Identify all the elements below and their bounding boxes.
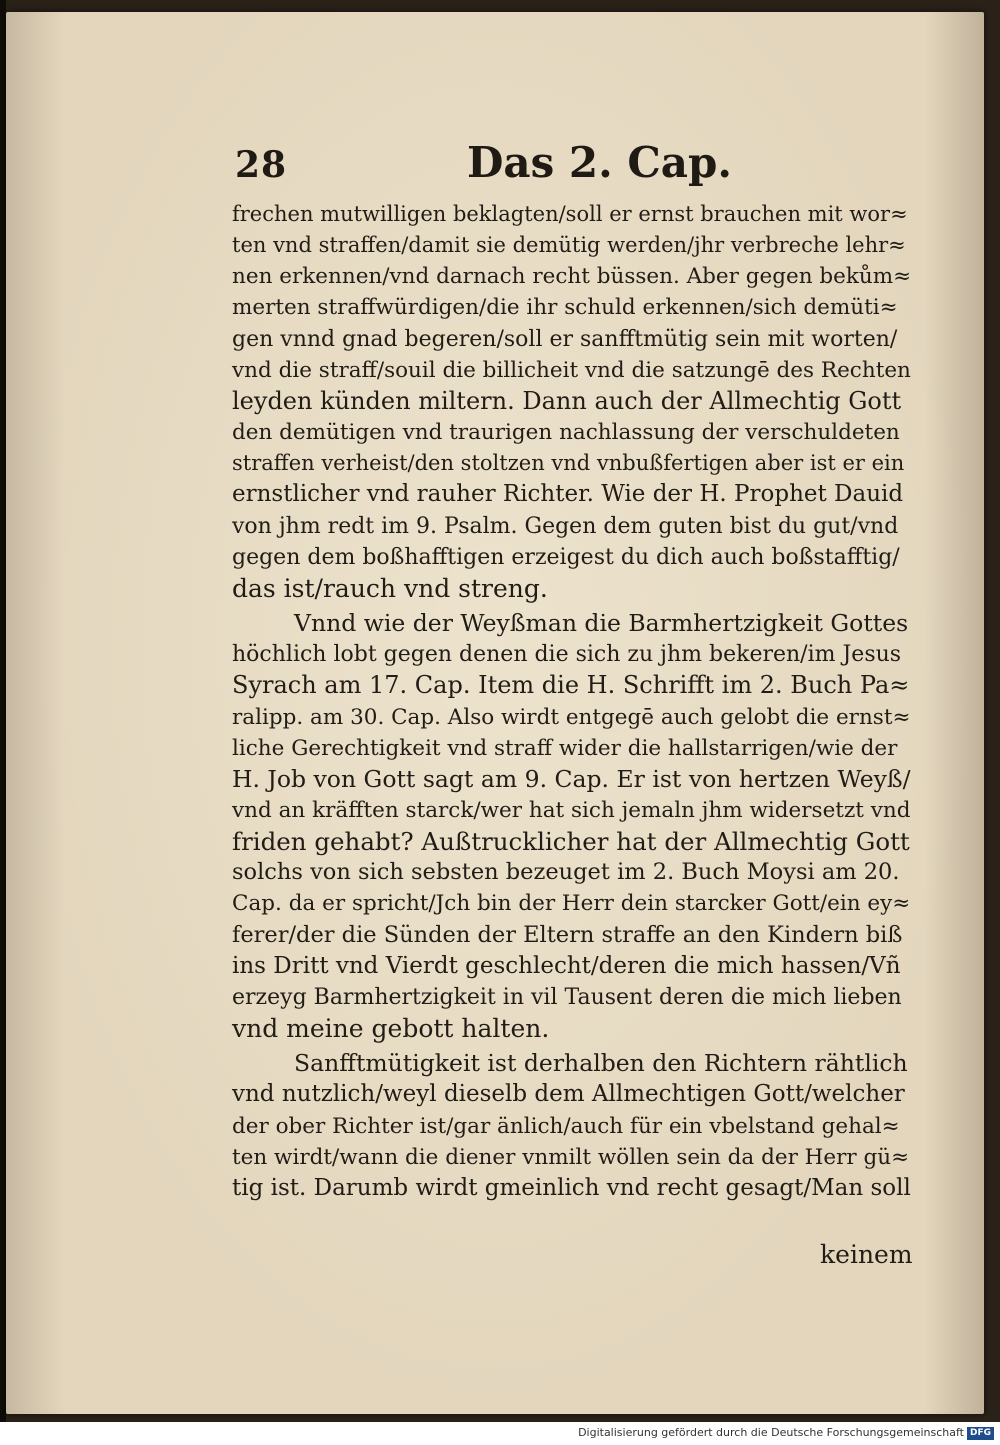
text-line: frechen mutwilligen beklagten/soll er ernst brauchen mit wor≈ bbox=[232, 202, 908, 226]
text-line: vnd an kräfften starck/wer hat sich jemaln jhm widersetzt vnd bbox=[232, 797, 911, 823]
text-line: merten straffwürdigen/die ihr schuld erkennen/sich demüti≈ bbox=[232, 295, 898, 321]
text-line: gen vnnd gnad begeren/soll er sanfftmütig sein mit worten/ bbox=[232, 326, 898, 352]
page-header bbox=[235, 134, 900, 196]
text-line: ernstlicher vnd rauher Richter. Wie der H. Prophet Dauid bbox=[232, 481, 904, 508]
text-line: vnd nutzlich/weyl dieselb dem Allmechtigen Gott/welcher bbox=[232, 1081, 905, 1108]
text-line: der ober Richter ist/gar änlich/auch für ein vbelstand gehal≈ bbox=[232, 1113, 900, 1139]
text-line: Vnnd wie der Weyßman die Barmhertzigkeit Gottes bbox=[294, 609, 909, 638]
text-line: tig ist. Darumb wirdt gmeinlich vnd recht gesagt/Man soll bbox=[232, 1174, 911, 1201]
text-line: solchs von sich sebsten bezeuget im 2. Buch Moysi am 20. bbox=[232, 859, 900, 886]
text-line: ins Dritt vnd Vierdt geschlecht/deren die mich hassen/Vñ bbox=[232, 952, 901, 979]
text-line: friden gehabt? Außtrucklicher hat der Allmechtig Gott bbox=[232, 827, 910, 857]
text-line: erzeyg Barmhertzigkeit in vil Tausent deren die mich lieben bbox=[232, 984, 902, 1010]
text-line: straffen verheist/den stoltzen vnd vnbußfertigen aber ist er ein bbox=[232, 451, 905, 476]
paragraph-1 bbox=[232, 199, 912, 604]
text-line: ferer/der die Sünden der Eltern straffe an den Kindern biß bbox=[232, 921, 903, 948]
paragraph-3 bbox=[232, 1048, 912, 1204]
text-line: gegen dem boßhafftigen erzeigest du dich auch boßstafftig/ bbox=[232, 544, 900, 570]
text-line: ten wirdt/wann die diener vnmilt wöllen sein da der Herr gü≈ bbox=[232, 1144, 910, 1170]
text-line: H. Job von Gott sagt am 9. Cap. Er ist von hertzen Weyß/ bbox=[232, 764, 911, 793]
text-line: von jhm redt im 9. Psalm. Gegen dem guten bist du gut/vnd bbox=[232, 513, 899, 539]
page-number: 28 bbox=[235, 144, 288, 186]
text-line: leyden künden miltern. Dann auch der Allmechtig Gott bbox=[232, 386, 902, 415]
text-line: liche Gerechtigkeit vnd straff wider die hallstarrigen/wie der bbox=[232, 735, 898, 761]
text-line: nen erkennen/vnd darnach recht büssen. Aber gegen bekům≈ bbox=[232, 264, 912, 290]
text-line: höchlich lobt gegen denen die sich zu jhm bekeren/im Jesus bbox=[232, 642, 902, 668]
funding-notice: Digitalisierung gefördert durch die Deutsche Forschungsgemeinschaft bbox=[578, 1426, 964, 1439]
running-title: Das 2. Cap. bbox=[467, 138, 733, 187]
text-line: ralipp. am 30. Cap. Also wirdt entgegē auch gelobt die ernst≈ bbox=[232, 704, 911, 730]
text-line: den demütigen vnd traurigen nachlassung der verschuldeten bbox=[232, 420, 900, 446]
text-line: Syrach am 17. Cap. Item die H. Schrifft im 2. Buch Pa≈ bbox=[232, 671, 910, 700]
page-body bbox=[232, 199, 912, 1204]
text-line: Sanfftmütigkeit ist derhalben den Richtern rähtlich bbox=[294, 1049, 908, 1078]
paragraph-2 bbox=[232, 608, 912, 1044]
text-line: das ist/rauch vnd streng. bbox=[232, 573, 548, 603]
text-line: Cap. da er spricht/Jch bin der Herr dein starcker Gott/ein ey≈ bbox=[232, 891, 911, 917]
text-line: vnd meine gebott halten. bbox=[232, 1014, 550, 1044]
text-line: vnd die straff/souil die billicheit vnd die satzungē des Rechten bbox=[232, 357, 911, 383]
digitization-footer bbox=[0, 1422, 1000, 1445]
text-line: ten vnd straffen/damit sie demütig werden/jhr verbreche lehr≈ bbox=[232, 233, 906, 258]
catchword: keinem bbox=[820, 1240, 913, 1269]
dfg-logo-icon: DFG bbox=[967, 1427, 994, 1440]
